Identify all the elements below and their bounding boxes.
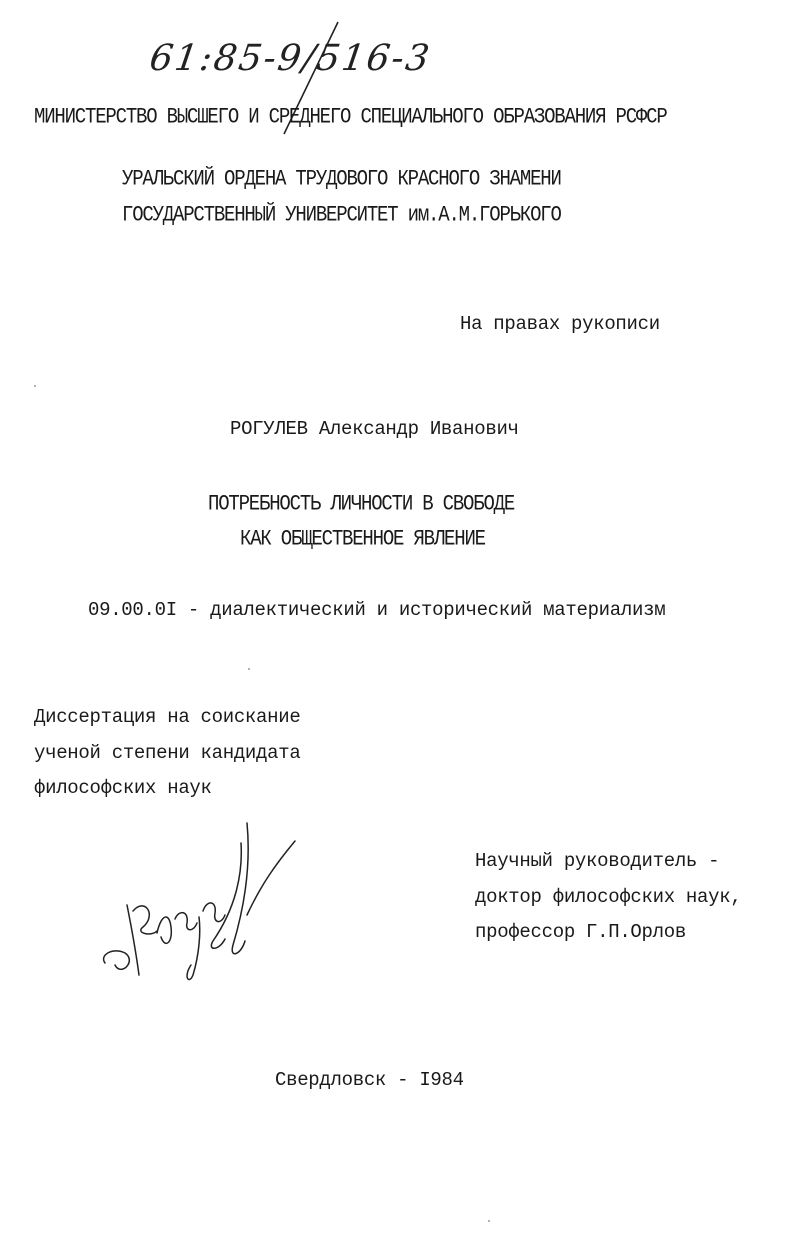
specialty-code: 09.00.0I - диалектический и исторический материализм bbox=[88, 599, 666, 621]
dissertation-title-line-1: ПОТРЕБНОСТЬ ЛИЧНОСТИ В СВОБОДЕ bbox=[208, 491, 515, 517]
author-name: РОГУЛЕВ Александр Иванович bbox=[230, 418, 519, 440]
supervisor-line-1: Научный руководитель - bbox=[475, 850, 720, 872]
city-year: Свердловск - I984 bbox=[275, 1069, 464, 1091]
archive-number: 61:85-9/516-3 bbox=[147, 38, 434, 79]
university-line-1: УРАЛЬСКИЙ ОРДЕНА ТРУДОВОГО КРАСНОГО ЗНАМЕНИ bbox=[122, 166, 561, 192]
dissertation-title-line-2: КАК ОБЩЕСТВЕННОЕ ЯВЛЕНИЕ bbox=[240, 526, 485, 552]
scan-speck bbox=[34, 385, 36, 387]
university-line-2: ГОСУДАРСТВЕННЫЙ УНИВЕРСИТЕТ им.А.М.ГОРЬКОГО bbox=[122, 202, 561, 228]
dissertation-note-line-2: ученой степени кандидата bbox=[34, 742, 301, 764]
manuscript-note: На правах рукописи bbox=[460, 313, 660, 335]
ministry-heading: МИНИСТЕРСТВО ВЫСШЕГО И СРЕДНЕГО СПЕЦИАЛЬНОГО ОБРАЗОВАНИЯ РСФСР bbox=[34, 104, 667, 130]
supervisor-line-3: профессор Г.П.Орлов bbox=[475, 921, 686, 943]
dissertation-note-line-1: Диссертация на соискание bbox=[34, 706, 301, 728]
supervisor-line-2: доктор философских наук, bbox=[475, 886, 742, 908]
scan-speck bbox=[248, 668, 250, 670]
author-signature bbox=[95, 815, 310, 990]
scan-speck bbox=[488, 1220, 490, 1222]
dissertation-note-line-3: философских наук bbox=[34, 777, 212, 799]
